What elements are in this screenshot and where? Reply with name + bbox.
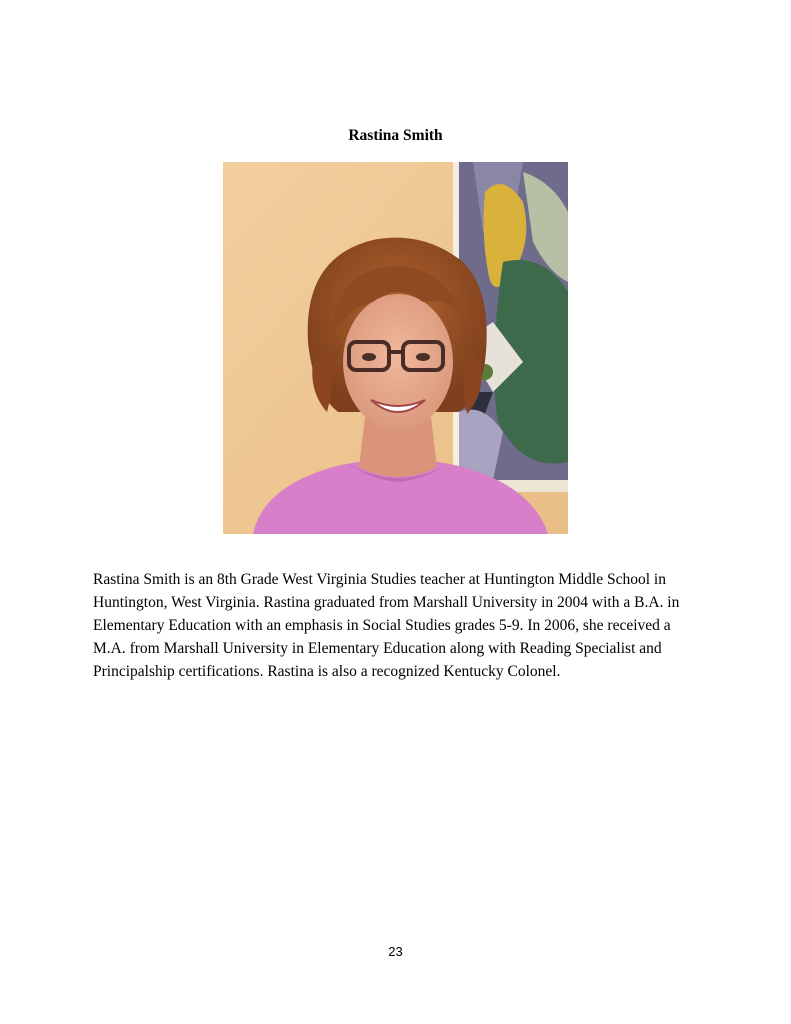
bio-paragraph: Rastina Smith is an 8th Grade West Virginia Studies teacher at Huntington Middle School in Huntington, West Virginia. Rastina graduated from Marshall University in 2004 with a B.A. in Elementary Education with an emphasis in Social Studies grades 5-9. In 2006, she received a M.A. from Marshall University in Elementary Education along with Reading Specialist and Principalship certifications. Rastina is also a recognized Kentucky Colonel. — [93, 571, 680, 680]
page-title: Rastina Smith — [348, 127, 443, 144]
portrait-photo — [223, 162, 568, 534]
portrait-illustration — [223, 162, 568, 534]
page-number: 23 — [388, 944, 403, 959]
